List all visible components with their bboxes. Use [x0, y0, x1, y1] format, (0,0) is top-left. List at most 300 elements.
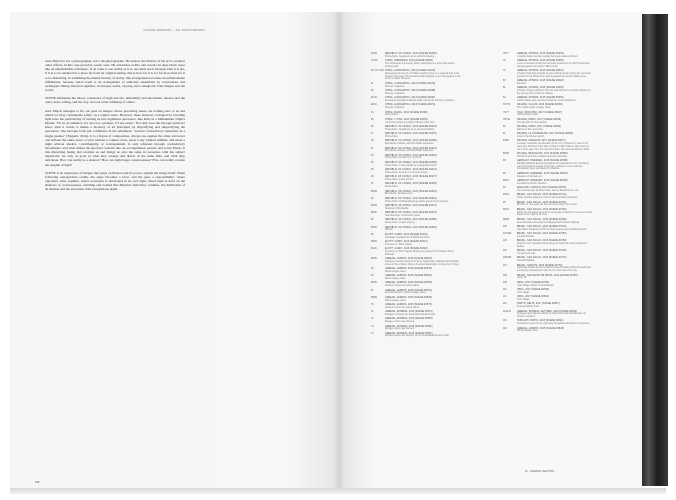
caption-description: Pointe-Noire. Funeral of a 16-year-old girl.: [385, 171, 428, 174]
caption-heading: GREECE, LESBOS, 2015 [SCENE #0546]: [385, 268, 432, 270]
caption-page-number: 109: [503, 281, 507, 284]
caption-entry: [371, 282, 461, 288]
caption-heading: REPUBLIC OF CONGO, 2013 [SCENE #0213]: [385, 169, 437, 172]
caption-text: [385, 258, 461, 266]
caption-page-number: 17/2/5: [371, 60, 378, 63]
caption-text: [385, 112, 461, 118]
caption-description: The day after the first attacks.: [517, 121, 548, 124]
right-page: [339, 12, 642, 488]
caption-heading: GERMANY, DRESDEN, 2015 [SCENE #0693]: [517, 172, 568, 175]
book-gutter: [333, 12, 345, 488]
caption-page-number: 18, 19 / 12/0: [371, 70, 384, 73]
caption-page-number: 80: [503, 80, 506, 83]
page-stack-edge: [10, 488, 666, 494]
caption-entry: [503, 240, 593, 248]
caption-page-number: 88: [503, 160, 506, 163]
caption-description: The 'Calais jungle' refugee camp.: [517, 107, 551, 110]
caption-entry: [371, 304, 461, 310]
caption-text: [385, 297, 461, 303]
caption-page-number: 93/94: [503, 194, 509, 197]
caption-page-number: 98/99: [503, 218, 509, 221]
caption-heading: REPUBLIC OF CONGO, 2013 [SCENE #0288]: [385, 219, 437, 222]
caption-entry: [503, 194, 593, 200]
caption-description: MTST, the homeless movement, occupying a building in the center of Sao Paulo on the night of 25 June.: [517, 211, 592, 217]
caption-text: [385, 133, 461, 139]
caption-entry: [371, 248, 461, 256]
caption-text: [517, 53, 593, 59]
caption-page-number: 95: [503, 201, 506, 204]
caption-heading: CHINA, MAQIU, 2013 [SCENE #0363]: [385, 111, 428, 114]
caption-text: [385, 311, 461, 317]
caption-heading: REPUBLIC OF CONGO, 2013 [SCENE #0175]: [385, 133, 437, 136]
caption-heading: GREECE, LESBOS, 2015 [SCENE #0551]: [385, 275, 432, 278]
caption-entry: [503, 133, 593, 139]
caption-description: Avenida Paulista.: [517, 260, 535, 263]
caption-text: [517, 265, 593, 273]
caption-page-number: 90/91: [503, 180, 509, 183]
caption-page-number: 22/10: [371, 104, 377, 107]
caption-heading: GREECE, LESBOS, 2015 [SCENE #0565]: [385, 296, 432, 299]
caption-heading: REPUBLIC OF CONGO, 2013 [SCENE #0227]: [385, 176, 437, 179]
caption-heading: GREECE, ATHENS, 2015 [SCENE #0608]: [517, 60, 564, 63]
caption-text: [385, 90, 461, 96]
caption-entry: [371, 333, 461, 339]
caption-description: Chunyun migration.: [385, 107, 405, 110]
caption-entry: [371, 97, 461, 103]
caption-description: Moria refugee camp.: [385, 277, 407, 280]
caption-text: [517, 202, 593, 208]
caption-page-number: 76/77: [503, 111, 509, 114]
caption-page-number: 89: [503, 172, 506, 175]
caption-heading: REPUBLIC OF CONGO, 2013 [SCENE #0180]: [385, 140, 437, 143]
caption-entry: [371, 104, 461, 110]
caption-page-number: 78: [503, 60, 506, 63]
caption-entry: [371, 70, 461, 81]
caption-text: [517, 320, 593, 326]
caption-description: Marine on the commotion.: [517, 128, 544, 131]
caption-text: [385, 83, 461, 89]
caption-entry: [503, 289, 593, 295]
caption-description: Reporter from Televisão interviewing a criminal who was paralyzed in Sudan.: [517, 243, 588, 248]
caption-description: Brazilia, 21. Ten years the time at every living in the streets.: [517, 204, 578, 207]
caption-page-number: 24: [371, 111, 374, 114]
caption-text: [385, 104, 461, 110]
caption-text: [385, 205, 461, 211]
caption-entry: [371, 112, 461, 118]
caption-text: [385, 304, 461, 310]
caption-text: [385, 191, 461, 197]
caption-page-number: 64: [371, 275, 374, 278]
caption-text: [385, 219, 461, 225]
caption-heading: GREECE, IDOMENI, KETTIERI, 2016 [SCENE #0814]: [517, 310, 578, 313]
caption-text: [517, 87, 593, 95]
caption-page-number: 73: [371, 325, 374, 328]
caption-heading: REPUBLIC OF CONGO, 2013 [SCENE #0251]: [385, 190, 437, 193]
caption-text: [517, 173, 593, 179]
caption-heading: BRAZIL, SAO PAULO, 2016 [SCENE #0722]: [517, 201, 567, 204]
caption-page-number: 26: [371, 125, 374, 128]
caption-entry: [371, 318, 461, 324]
caption-page-number: 21/32: [371, 97, 377, 100]
caption-entry: [503, 97, 593, 103]
caption-description: Brazzaville outskirts, with Red Wash supporters.: [385, 143, 435, 146]
caption-page-number: 113/114: [503, 310, 511, 313]
caption-heading: REPUBLIC OF CONGO, 2013 [SCENE #0209]: [385, 161, 437, 164]
caption-description: Near Bacongo. Construction visas.: [385, 214, 421, 217]
caption-text: [385, 234, 461, 240]
caption-heading: GREECE, LESBOS, 2015 [SCENE #0570]: [385, 303, 432, 306]
caption-heading: GREECE, LESBOS, 2015 [SCENE #0542]: [385, 258, 432, 261]
caption-page-number: 76/77: [503, 53, 509, 55]
caption-heading: BRAZIL, SAO PAULO, 2016 [SCENE #0758]: [517, 240, 567, 243]
caption-page-number: 112: [503, 303, 507, 306]
caption-heading: REPUBLIC OF CONGO, 2013 [SCENE #0205]: [385, 154, 437, 157]
caption-heading: FRANCE, LA COURNEUVE, 2017 [SCENE #0669]: [517, 133, 573, 136]
caption-entry: [503, 87, 593, 95]
caption-page-number: 96/97: [503, 208, 509, 211]
caption-text: [517, 303, 593, 309]
caption-text: [385, 227, 461, 233]
caption-entry: [371, 241, 461, 247]
caption-text: [517, 133, 593, 139]
caption-text: [517, 194, 593, 200]
caption-entry: [503, 173, 593, 179]
caption-heading: CHINA, GUANGZHOU, 2013 [SCENE #0479]: [385, 70, 436, 73]
caption-entry: [503, 112, 593, 118]
caption-text: [517, 328, 593, 334]
caption-description: A motorcycle rally.: [517, 253, 536, 255]
caption-page-number: 25: [371, 118, 374, 121]
captions-column-1: [371, 53, 461, 340]
caption-entry: [371, 119, 461, 125]
caption-text: [517, 126, 593, 132]
caption-entry: [371, 60, 461, 68]
caption-page-number: 104: [503, 250, 507, 253]
caption-heading: GREECE, IDOMENI, 2015 [SCENE #0597]: [385, 332, 433, 335]
caption-entry: [503, 265, 593, 273]
caption-entry: [371, 53, 461, 59]
running-head: CLAUDE MORDOW — ALL PHOTOGRAPHY: [143, 29, 206, 32]
caption-heading: FRANCE, CALAIS, 2016 [SCENE #0638]: [517, 104, 563, 107]
caption-description: Pointe-Noire. Supporters at an electoral building.: [385, 128, 435, 131]
caption-heading: BRAZIL, SAO PAULO, 2016 [SCENE #0770]: [517, 257, 567, 260]
caption-entry: [503, 104, 593, 110]
caption-description: Northern shores of Lesbos island.: [385, 306, 420, 309]
caption-text: [517, 112, 593, 118]
caption-entry: [371, 140, 461, 146]
caption-description: Pointe-Noire. Political gathering outside government members.: [385, 200, 449, 203]
caption-heading: BRAZIL, SAO PAULO, 2016 [SCENE #0714]: [517, 194, 567, 197]
caption-page-number: 61/20: [371, 248, 377, 251]
caption-entry: [503, 311, 593, 319]
caption-page-number: 68/69: [371, 296, 377, 299]
caption-description: Local food market just before Chinese New Year.: [385, 121, 435, 124]
caption-entry: [503, 53, 593, 59]
caption-heading: BRAZIL, SALVADOR DE BAHIA, 2016 [SCENE #0782]: [517, 274, 578, 277]
caption-description: Pointe-Noire.: [385, 135, 399, 138]
back-cover-edge: [642, 14, 668, 486]
caption-page-number: 72: [371, 318, 374, 321]
caption-description: The morning after the Brexit vote, Jeremy Winterbourne, Ltd.: [517, 190, 579, 192]
caption-text: [517, 140, 593, 151]
caption-page-number: 37: [371, 183, 374, 186]
caption-description: Refugee camp near Idomeni, on the Greek-Macedonian border.: [385, 335, 450, 338]
caption-text: [385, 155, 461, 161]
caption-description: PEGIDA (Patriotic Europeans Against the Islamisation of the Occident) march through the streets of Dresden, calling for more restrictive immigration rules, particularly for Muslims.: [517, 162, 589, 171]
caption-entry: [503, 219, 593, 225]
caption-description: Protesters in Tahrir Square listening to a speech by President Hosni Mubarak.: [385, 250, 454, 256]
caption-entry: [371, 155, 461, 161]
caption-description: Avenida Paulista.: [517, 235, 535, 238]
caption-heading: INDIA, 2017 [SCENE #0795]: [517, 288, 549, 291]
caption-text: [385, 183, 461, 189]
caption-entry: [503, 303, 593, 309]
caption-description: Museum of Colorado art.: [517, 175, 543, 178]
caption-entry: [371, 219, 461, 225]
caption-page-number: 22: [371, 90, 374, 92]
caption-description: Yellow Factory clash.: [517, 114, 539, 117]
caption-page-number: 107: [503, 264, 507, 267]
caption-description: A bar in the Roman suburb.: [517, 135, 545, 138]
caption-text: [385, 241, 461, 247]
left-page: [10, 12, 339, 488]
caption-entry: [503, 160, 593, 171]
caption-text: [385, 162, 461, 168]
caption-text: [517, 296, 593, 302]
caption-text: [517, 104, 593, 110]
caption-entry: [503, 202, 593, 208]
caption-entry: [503, 119, 593, 125]
caption-page-number: 33: [371, 154, 374, 157]
caption-page-number: 62/25: [371, 258, 377, 261]
caption-heading: GREECE, IDOMENI, 2015 [SCENE #0590]: [385, 325, 433, 328]
caption-page-number: 110: [503, 288, 507, 291]
essay-paragraph: Alex Majoli is not a photographer, but a dis-photographer. He undoes the illusion of his art to produce other effects, in this case pictorial, scenic ones. He articulates reality and reveals its deep black tones like an unfathomable adventure. If, in order to see reality as it is, one must see it through what it is not, if it is to be rendered in a place far from its original setting, this is how far it is for far more than for it to be disturbing. In exhibiting the dismal destiny of reality, this arrangement becomes an unfathomable affirmation, because vision itself is an arrangement of authority ensembled by conventions and techniques. Being distorted signifies, in baroque terms, varying one's standpoint from images and the world.: [45, 59, 185, 93]
caption-page-number: 80: [503, 125, 506, 128]
caption-heading: FRANCE, BESANCON, 2017 [SCENE #0680]: [517, 153, 568, 155]
caption-entry: [371, 183, 461, 189]
caption-page-number: 30: [371, 140, 374, 143]
caption-entry: [371, 83, 461, 89]
caption-entry: [371, 268, 461, 274]
caption-entry: [503, 126, 593, 132]
caption-entry: [371, 90, 461, 96]
caption-heading: REPUBLIC OF CONGO, 2013 [SCENE #0456]: [385, 53, 437, 55]
caption-description: Refugees and migrants waiting to board a ship that will take them to Athens in Piraeus.: [517, 313, 586, 318]
caption-text: [517, 257, 593, 263]
caption-heading: NORTH, DELHI, 2017 [SCENE #0807]: [517, 303, 560, 306]
caption-entry: [503, 250, 593, 256]
caption-page-number: 82: [503, 97, 506, 100]
caption-text: [517, 219, 593, 225]
caption-heading: BRAZIL, SAO PAULO, 2016 [SCENE #0752]: [517, 233, 567, 236]
caption-text: [517, 275, 593, 281]
caption-heading: REPUBLIC OF CONGO, 2013 [SCENE #0279]: [385, 212, 437, 215]
caption-heading: ENGLAND, LONDON, 2017 [SCENE #0706]: [517, 187, 566, 190]
caption-heading: CHINA, YI HAN, 2013 [SCENE #0356]: [385, 118, 428, 121]
caption-description: Sao Paulo, Ibirapuera. MTST occupying land near Guarulhos Airport.: [517, 228, 588, 231]
caption-page-number: 92: [503, 187, 506, 190]
caption-entry: [503, 153, 593, 159]
caption-description: A Golden Dawn member singing the Greek national anthem.: [517, 55, 579, 58]
caption-heading: BRAZIL, SAO PAULO, 2016 [SCENE #0730]: [517, 208, 567, 211]
caption-entry: [503, 80, 593, 86]
caption-description: Brazzaville outskirts, with Red Wash supporters.: [385, 150, 435, 153]
caption-entry: [371, 198, 461, 204]
caption-text: [385, 326, 461, 332]
caption-description: Refugees crossing the Greek-Macedonian border.: [385, 313, 436, 316]
caption-description: Refugee camp near Idomeni.: [385, 328, 415, 331]
caption-heading: EGYPT, CAIRO, 2013 [SCENE #0304]: [385, 233, 428, 236]
caption-text: [385, 148, 461, 154]
caption-entry: [371, 290, 461, 296]
caption-page-number: 31: [371, 147, 374, 150]
caption-entry: [371, 297, 461, 303]
caption-text: [517, 282, 593, 288]
caption-description: Moria refugee camp.: [385, 299, 407, 302]
caption-heading: CHINA, SHENZHEN, 2013 [SCENE #0468]: [385, 60, 433, 63]
left-folio: 338: [35, 481, 40, 484]
caption-description: The employees of a beauty parlour participate in a group rally before starting work.: [385, 62, 455, 68]
essay-paragraph: Alex Majoli manages to fix our gaze on images whose prevailing issues are nothing new to us and which we may contemplate safely on a regular basis. However, these shadows corrupted by invading light have the particularity of turning us into legitimate spectators, like Paris in a Midsummer Night's Dream. "I'll be an audience, for once too, perhaps, if I see cause." Not only does the baroque spirit not know what it wants, it makes a mockery of all principles by objectifying and subjectifying the spectators. The baroque form put confidence in the emptiness, "several contradictory intentions in a single gesture" (Eugenio d'Ors). It is a figure of composition, always one against the other and never one without the other, never a curve without a counter curve, never a day without sublime, and never a night without shadow. Centrifugality, or contrapuntism, is only achieved through contradictory movements: and what makes the spectator restrain into an accomplished, passive and active Pinch, is this disturbing fusing that troubles us and brings us onto the stage in resonance with the subject depictions: we only as good as what they arrange and distort at the same time, and what they anticipate. How can reality be a shadow? How can night beget consciousness? How can reality contain the enigma of light?: [45, 108, 185, 167]
captions-column-2: [503, 53, 593, 335]
caption-entry: [371, 258, 461, 266]
caption-description: Students in Brazzaville.: [385, 207, 409, 210]
caption-text: [517, 160, 593, 171]
caption-description: Passengers among the 2.5 billion heading home on a regional train in the Chinese New Year. The annual internal migration, one of the biggest in the world, is called Chunyun.: [385, 72, 461, 81]
caption-description: Toxic village, district of Sindhudurgh.: [517, 284, 555, 287]
caption-page-number: 111: [503, 296, 507, 299]
caption-text: [385, 126, 461, 132]
caption-text: [385, 333, 461, 339]
caption-text: [517, 180, 593, 186]
caption-heading: GERMANY, DRESDEN, 2015 [SCENE #0688]: [517, 160, 568, 163]
caption-page-number: 40: [371, 197, 374, 200]
caption-page-number: 81: [503, 133, 506, 136]
caption-page-number: 48/49: [371, 205, 377, 207]
caption-heading: GREECE, ATHENS, 2015 [SCENE #0630]: [517, 97, 564, 100]
caption-heading: BRAZIL, SAO PAULO, 2016 [SCENE #0738]: [517, 218, 567, 221]
caption-heading: BRAZIL, SANTOS, 2016 [SCENE #0776]: [517, 264, 563, 267]
caption-page-number: 56/59: [371, 240, 377, 243]
caption-description: Demonstration increasing the Marginal Da Pinheiros highway.: [517, 221, 580, 224]
caption-heading: INDIA, 2017 [SCENE #0801]: [517, 296, 549, 299]
caption-page-number: 116: [503, 327, 507, 330]
caption-page-number: 105/106: [503, 257, 512, 260]
caption-description: Richard Kruk former outside convention boarding.: [517, 155, 568, 158]
caption-heading: GREECE, LESBOS, 2015 [SCENE #0556]: [385, 282, 432, 285]
caption-heading: FRANCE, PARIS, 2017 [SCENE #0662]: [517, 125, 561, 128]
caption-text: [385, 176, 461, 182]
caption-description: A man is arrested during the memorial protests for the 1973 polytechnic uprising against the Greek military junta.: [517, 62, 590, 68]
caption-text: [517, 119, 593, 125]
caption-text: [517, 240, 593, 248]
caption-page-number: 74/74b: [503, 104, 511, 107]
caption-page-number: 103: [503, 240, 507, 243]
caption-heading: REPUBLIC OF CONGO, 2013 [SCENE #0443]: [385, 125, 437, 128]
caption-entry: [371, 126, 461, 132]
caption-text: [385, 53, 461, 59]
caption-entry: [371, 191, 461, 197]
caption-page-number: 36: [371, 176, 374, 179]
caption-text: [517, 289, 593, 295]
caption-description: A Syrian Kurd Ayia Anastasi to seek political asylum during the memorial protests for the Polytechnic uprising against the Greek military junta.: [517, 72, 591, 78]
caption-text: [517, 250, 593, 256]
caption-entry: [503, 296, 593, 302]
caption-page-number: 74: [371, 332, 374, 335]
caption-heading: ITALY, ROCCHINI, 2017 [SCENE #0647]: [517, 111, 563, 114]
caption-text: [385, 119, 461, 125]
caption-heading: BRAZIL, SAO PAULO, 2016 [SCENE #0763]: [517, 250, 567, 253]
caption-text: [517, 233, 593, 239]
caption-text: [385, 282, 461, 288]
caption-description: Refugees, predominantly from Syria, Afghanistan, Pakistan and Somalia arrive on the northern shores of Lesbos island after crossing from Turkey.: [385, 260, 460, 266]
caption-description: Recruitment event for the right-wing Hungarian self-defence movement.: [517, 323, 590, 326]
caption-heading: GREECE, ATHENS, 2015 [SCENE #0603]: [517, 53, 564, 55]
caption-entry: [503, 140, 593, 151]
caption-page-number: 50/50: [371, 212, 377, 215]
caption-description: Elections.: [517, 82, 527, 85]
caption-description: Dock worker.: [385, 114, 399, 117]
caption-entry: [371, 133, 461, 139]
caption-entry: [503, 233, 593, 239]
caption-heading: GREECE, ATHENS, 2015 [SCENE #0614]: [517, 70, 564, 73]
caption-page-number: 79: [503, 70, 506, 73]
caption-heading: FRANCE, PARIS, 2017 [SCENE #0656]: [517, 118, 561, 121]
caption-entry: [503, 209, 593, 217]
caption-description: Chunyun migration.: [385, 85, 405, 88]
caption-description: Protesters in Tahrir square.: [385, 243, 413, 246]
caption-entry: [503, 282, 593, 288]
caption-entry: [371, 169, 461, 175]
caption-heading: CHINA, GUANGZHOU, 2013 [SCENE #0274]: [385, 104, 436, 107]
caption-entry: [503, 320, 593, 326]
caption-page-number: 34: [371, 161, 374, 164]
caption-heading: FRANCE, ORLEANS, 2017 [SCENE #0674]: [517, 140, 566, 143]
caption-description: Golden Dawn party members inside the Greek parliament.: [517, 99, 577, 102]
caption-page-number: 35: [371, 169, 374, 172]
caption-description: Pointe-Noire. Supporters at an electoral meeting.: [385, 55, 435, 58]
caption-description: Police contrast against a crowd of demonstration protestors.: [517, 197, 579, 200]
caption-text: [517, 209, 593, 217]
caption-text: [385, 248, 461, 256]
caption-heading: REPUBLIC OF CONGO, 2013 [SCENE #0201]: [385, 147, 437, 150]
caption-entry: [503, 275, 593, 281]
caption-heading: GREECE, ATHENS, 2015 [SCENE #0625]: [517, 87, 564, 90]
caption-heading: INDIA, 2017 [SCENE #0789]: [517, 281, 549, 284]
essay-paragraph: SCENE is an experience of images that plays on illusion and its power, against the image itself. When following extrapolative reality, the stage becomes a trace, and the gaze a responsibility: where opposites come together, where revelation is developed in its own right, where light is dead on the shadows of consciousness, rebelling and twisted like Bernini's indecisive columns, the distillation of an illusion and the encounter with surreptitious depth.: [45, 170, 185, 192]
caption-heading: GREECE, IDOMENI, 2015 [SCENE #0583]: [385, 318, 433, 321]
caption-heading: GERMANY, DRESDEN, 2015 [SCENE #0699]: [517, 180, 568, 183]
caption-page-number: 54/55: [371, 226, 377, 229]
caption-text: [517, 60, 593, 68]
caption-entry: [371, 205, 461, 211]
caption-heading: REPUBLIC OF CONGO, 2013 [SCENE #0295]: [385, 226, 437, 229]
caption-heading: CHINA, GUANGZHOU, 2013 [SCENE #0279]: [385, 82, 436, 85]
caption-entry: [371, 212, 461, 218]
caption-entry: [371, 162, 461, 168]
caption-heading: EGYPT, CAIRO, 2013 [SCENE #0320]: [385, 248, 428, 251]
caption-page-number: 27: [371, 133, 374, 136]
caption-page-number: 101/102: [503, 233, 512, 236]
caption-heading: REPUBLIC OF CONGO, 2013 [SCENE #0274]: [385, 205, 437, 207]
caption-heading: REPUBLIC OF CONGO, 2013 [SCENE #0235]: [385, 183, 437, 186]
caption-heading: GREECE, LESBOS, 2015 [SCENE #0828]: [517, 327, 564, 330]
caption-text: [385, 140, 461, 146]
caption-description: Chennai Shanty Town.: [517, 306, 540, 309]
caption-entry: [371, 176, 461, 182]
caption-text: [385, 60, 461, 68]
